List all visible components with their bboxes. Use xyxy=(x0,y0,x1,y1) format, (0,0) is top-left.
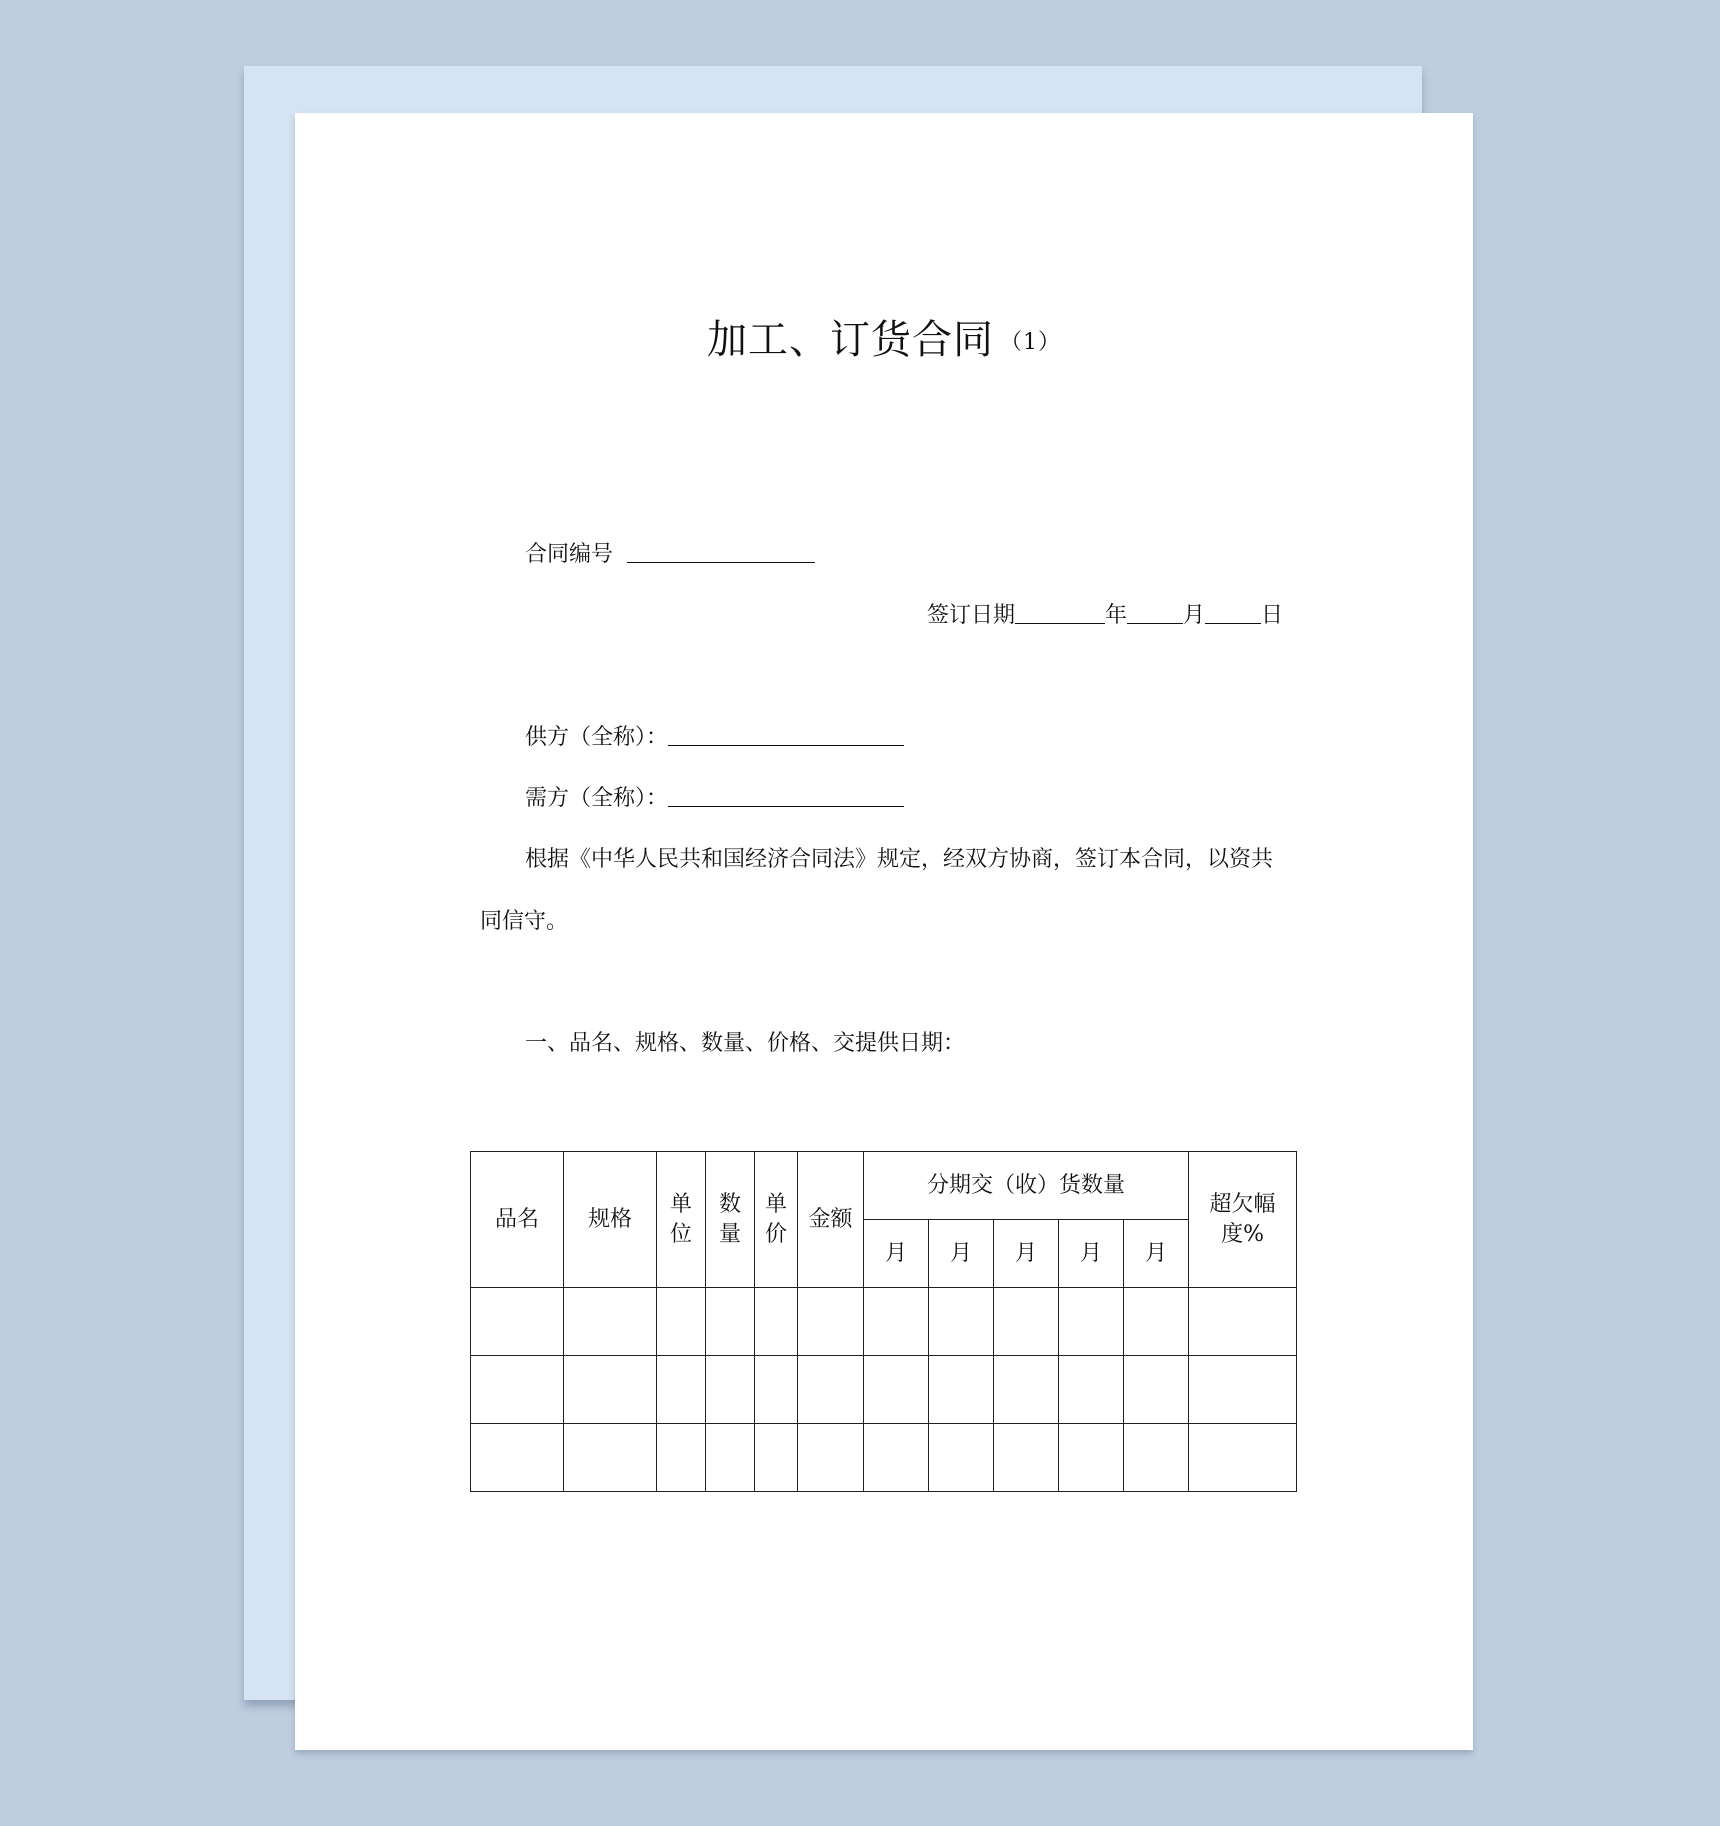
table-cell[interactable] xyxy=(657,1288,706,1356)
header-month-5: 月 xyxy=(1124,1220,1189,1288)
table-cell[interactable] xyxy=(755,1424,798,1492)
table-cell[interactable] xyxy=(864,1424,929,1492)
table-cell[interactable] xyxy=(471,1356,564,1424)
table-cell[interactable] xyxy=(1189,1288,1297,1356)
contract-number-blank xyxy=(627,540,815,563)
title-suffix: （1） xyxy=(1000,330,1061,355)
table-cell[interactable] xyxy=(706,1424,755,1492)
goods-table xyxy=(470,1151,1297,1492)
table-cell[interactable] xyxy=(1059,1288,1124,1356)
header-tolerance xyxy=(1189,1152,1297,1288)
table-cell[interactable] xyxy=(994,1424,1059,1492)
table-cell[interactable] xyxy=(706,1288,755,1356)
basis-paragraph-line-2: 同信守。 xyxy=(480,909,569,934)
table-cell[interactable] xyxy=(994,1356,1059,1424)
header-price xyxy=(755,1152,798,1288)
table-cell[interactable] xyxy=(929,1356,994,1424)
table-cell[interactable] xyxy=(755,1288,798,1356)
sign-day-label: 日 xyxy=(1261,603,1284,628)
table-row xyxy=(471,1356,1297,1424)
table-cell[interactable] xyxy=(657,1424,706,1492)
sign-month-blank xyxy=(1127,601,1183,624)
supplier-blank xyxy=(668,723,904,746)
table-row xyxy=(471,1288,1297,1356)
table-cell[interactable] xyxy=(471,1288,564,1356)
contract-number-line xyxy=(525,540,815,570)
sign-month-label: 月 xyxy=(1183,603,1206,628)
header-tolerance-text: 超欠幅度% xyxy=(1209,1191,1276,1247)
header-month-4: 月 xyxy=(1059,1220,1124,1288)
header-amount: 金额 xyxy=(798,1152,864,1288)
header-month-2: 月 xyxy=(929,1220,994,1288)
table-cell[interactable] xyxy=(1124,1424,1189,1492)
sign-day-blank xyxy=(1205,601,1261,624)
table-cell[interactable] xyxy=(864,1356,929,1424)
sign-year-label: 年 xyxy=(1105,603,1128,628)
document-page xyxy=(295,113,1473,1750)
header-price-text: 单价 xyxy=(764,1191,787,1247)
header-month-1: 月 xyxy=(864,1220,929,1288)
header-qty xyxy=(706,1152,755,1288)
sign-date-line xyxy=(927,601,1283,631)
section-1-heading: 一、品名、规格、数量、价格、交提供日期： xyxy=(525,1031,966,1056)
header-unit-text: 单位 xyxy=(669,1191,692,1247)
supplier-label: 供方（全称）： xyxy=(525,725,669,750)
table-cell[interactable] xyxy=(864,1288,929,1356)
header-installments: 分期交（收）货数量 xyxy=(864,1152,1189,1220)
table-cell[interactable] xyxy=(1059,1356,1124,1424)
sign-year-blank xyxy=(1015,601,1105,624)
table-cell[interactable] xyxy=(564,1356,657,1424)
table-cell[interactable] xyxy=(1189,1424,1297,1492)
table-cell[interactable] xyxy=(994,1288,1059,1356)
table-cell[interactable] xyxy=(471,1424,564,1492)
table-cell[interactable] xyxy=(706,1356,755,1424)
document-title xyxy=(295,308,1473,365)
sign-date-label: 签订日期 xyxy=(927,603,1016,628)
buyer-label: 需方（全称）： xyxy=(525,786,669,811)
table-cell[interactable] xyxy=(929,1288,994,1356)
header-name: 品名 xyxy=(471,1152,564,1288)
table-cell[interactable] xyxy=(798,1288,864,1356)
table-row xyxy=(471,1424,1297,1492)
table-cell[interactable] xyxy=(929,1424,994,1492)
supplier-line xyxy=(525,723,904,753)
table-cell[interactable] xyxy=(564,1424,657,1492)
table-cell[interactable] xyxy=(1189,1356,1297,1424)
table-cell[interactable] xyxy=(1124,1356,1189,1424)
header-qty-text: 数量 xyxy=(718,1191,741,1247)
contract-number-label: 合同编号 xyxy=(525,542,614,567)
header-spec: 规格 xyxy=(564,1152,657,1288)
table-cell[interactable] xyxy=(657,1356,706,1424)
table-cell[interactable] xyxy=(755,1356,798,1424)
table-cell[interactable] xyxy=(564,1288,657,1356)
header-unit xyxy=(657,1152,706,1288)
table-cell[interactable] xyxy=(798,1356,864,1424)
basis-paragraph-line-1: 根据《中华人民共和国经济合同法》规定，经双方协商，签订本合同，以资共 xyxy=(525,847,1274,872)
table-cell[interactable] xyxy=(1124,1288,1189,1356)
table-cell[interactable] xyxy=(1059,1424,1124,1492)
header-month-3: 月 xyxy=(994,1220,1059,1288)
table-cell[interactable] xyxy=(798,1424,864,1492)
buyer-blank xyxy=(668,784,904,807)
title-main: 加工、订货合同 xyxy=(707,317,994,363)
table-header-row xyxy=(471,1152,1297,1220)
buyer-line xyxy=(525,784,904,814)
